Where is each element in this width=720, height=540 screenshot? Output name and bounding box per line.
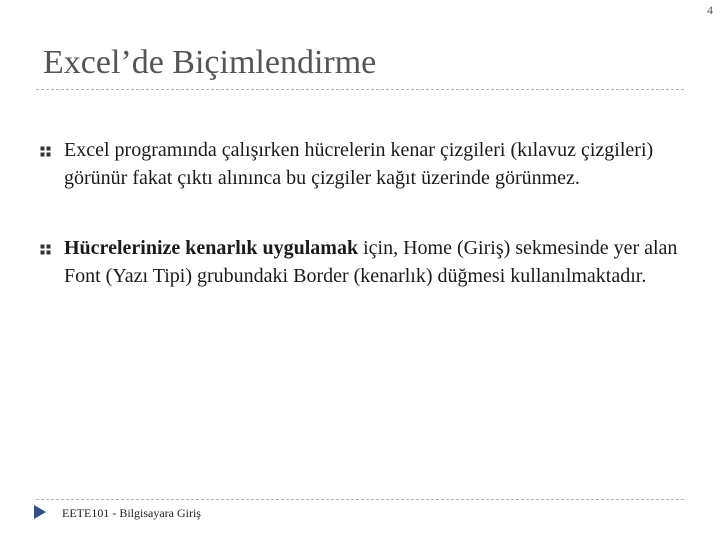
square-bullet-icon (40, 244, 51, 255)
bullet-item (40, 234, 700, 290)
slide-content (40, 136, 700, 290)
slide-number: 4 (707, 3, 713, 17)
bullet-item (40, 136, 700, 192)
square-bullet-icon (40, 146, 51, 157)
bullet-text: Excel programında çalışırken hücrelerin kenar çizgileri (kılavuz çizgileri) görünür fakat çıktı alınınca bu çizgiler kağıt üzerinde görünmez. (64, 139, 654, 189)
footer-text: EETE101 - Bilgisayara Giriş (62, 506, 201, 520)
bullet-bold-text: Hücrelerinize kenarlık uygulamak (64, 237, 359, 259)
title-divider (36, 89, 684, 90)
bullet-text: için, Home (Giriş) sekmesinde yer alan Font (Yazı Tipi) grubundaki Border (kenarlık) düğmesi kullanılmaktadır. (64, 237, 678, 287)
footer-divider (36, 499, 684, 500)
triangle-arrow-icon (33, 504, 47, 520)
slide-title: Excel’de Biçimlendirme (43, 44, 377, 81)
